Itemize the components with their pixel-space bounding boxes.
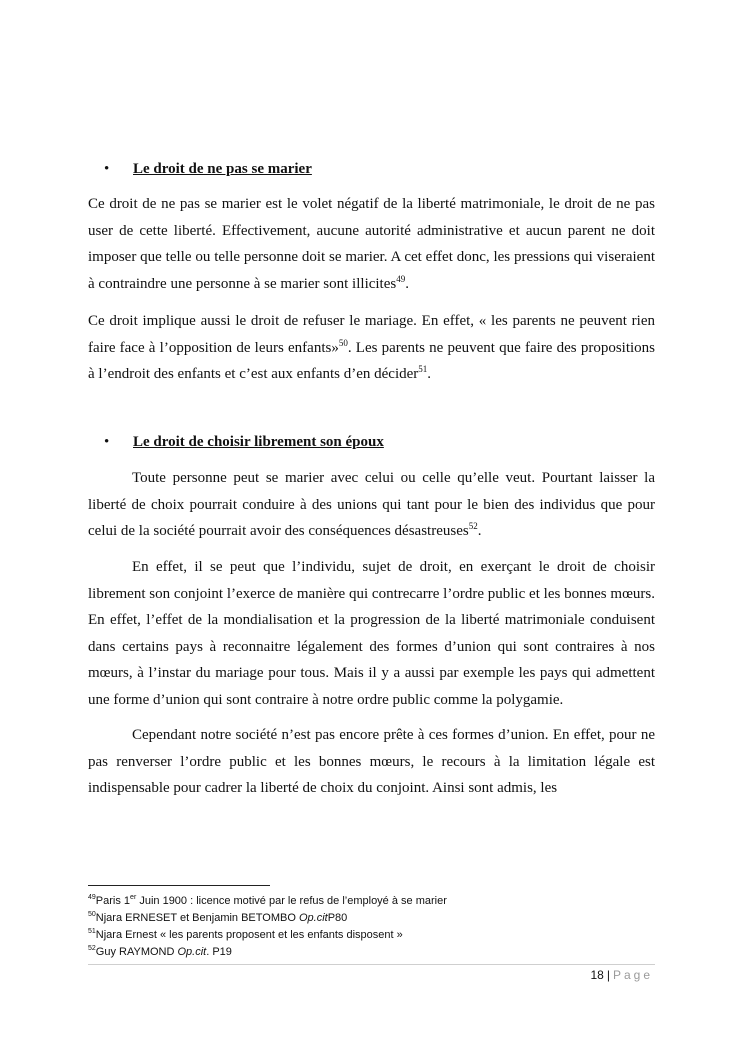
footnote: $^{51}$Njara Ernest « les parents proposent et les enfants disposent » <box>88 928 403 941</box>
section-heading-choisir-son-epoux: Le droit de choisir librement son époux <box>133 434 384 450</box>
footer-rule <box>88 964 655 965</box>
paragraph: Cependant notre société n’est pas encore prête à ces formes d’union. En effet, pour ne pas renverser l’ordre public et les bonnes mœurs, le recours à la limitation légale est indispensable pour cadrer la liberté de choix du conjoint. Ainsi sont admis, les <box>88 727 655 796</box>
footer-separator: | <box>606 968 610 982</box>
footnote-ref: 52 <box>468 521 478 531</box>
bullet-icon: • <box>104 434 110 450</box>
page-label: Page <box>612 968 653 982</box>
paragraph: Ce droit de ne pas se marier est le volet négatif de la liberté matrimoniale, le droit de ne pas user de cette liberté. Effectivement, aucune autorité administrative et aucun parent ne doit imposer que telle ou telle personne doit se marier. A cet effet donc, les pressions qui viseraient à contraindre une personne à se marier sont illicites$^{49}$. <box>88 196 655 292</box>
footnote-ref: 49 <box>396 273 406 284</box>
page-number: 18 <box>590 968 604 982</box>
footnote-ref: 51 <box>418 364 428 374</box>
footnote: $^{50}$Njara ERNESET et Benjamin BETOMBO Op.citP80 <box>88 911 348 924</box>
paragraph: En effet, il se peut que l’individu, sujet de droit, en exerçant le droit de choisir librement son conjoint l’exerce de manière qui contrecarre l’ordre public et les bonnes mœurs. En effet, l’effet de la mondialisation et la progression de la liberté matrimoniale conduisent dans certains pays à reconnaitre légalement des formes d’union qui sont contraires à nos mœurs, à l’instar du mariage pour tous. Mais il y a aussi par exemple les pays qui admettent une forme d’union qui sont contraire à notre ordre public comme la polygamie. <box>88 559 655 708</box>
bullet-icon: • <box>104 161 110 177</box>
paragraph: Toute personne peut se marier avec celui ou celle qu’elle veut. Pourtant laisser la liberté de choix pourrait conduire à des unions qui tant pour le bien des individus que pour celui de la société pourrait avoir des conséquences désastreuses$^{52}$. <box>88 470 655 539</box>
footnote-separator <box>88 885 270 886</box>
footnote-ref: 50 <box>338 337 348 348</box>
page-footer <box>590 968 653 982</box>
footnotes <box>88 893 648 961</box>
section-heading-ne-pas-se-marier: Le droit de ne pas se marier <box>133 161 312 177</box>
footnote: $^{49}$Paris 1er Juin 1900 : licence motivé par le refus de l’employé à se marier <box>88 894 447 907</box>
paragraph: Ce droit implique aussi le droit de refuser le mariage. En effet, « les parents ne peuvent rien faire face à l’opposition de leurs enfants»$^{50}$. Les parents ne peuvent que faire des propositions à l’endroit des enfants et c’est aux enfants d’en décider$^{51}$. <box>88 313 656 382</box>
footnote: $^{52}$Guy RAYMOND Op.cit. P19 <box>88 945 232 958</box>
